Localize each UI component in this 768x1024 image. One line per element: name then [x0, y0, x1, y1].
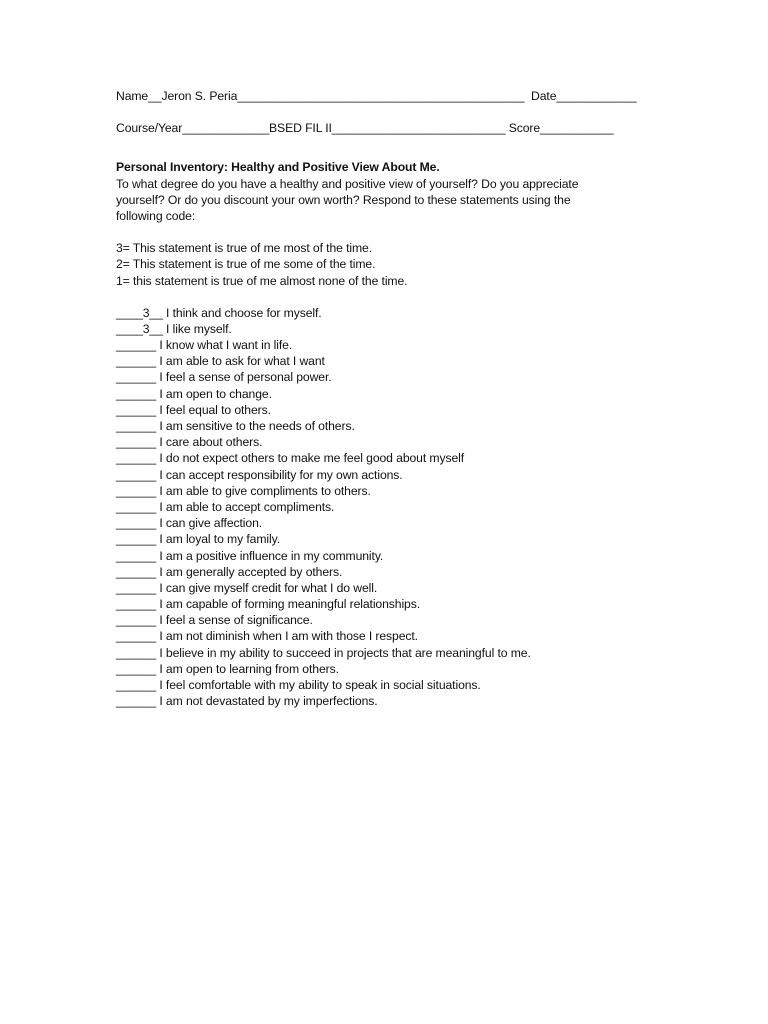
inventory-item: ______ I am capable of forming meaningful relationships. [116, 597, 421, 612]
intro-line: To what degree do you have a healthy and positive view of yourself? Do you appreciate [116, 176, 579, 191]
inventory-item: ____3__ I like myself. [116, 321, 232, 336]
name-date-line: Name__Jeron S. Peria___________________________________________ Date____________ [116, 89, 637, 103]
inventory-item: ______ I am not devastated by my imperfections. [116, 694, 378, 709]
code-line: 3= This statement is true of me most of the time. [116, 241, 373, 256]
document-page [116, 88, 676, 709]
code-line: 1= this statement is true of me almost none of the time. [116, 273, 408, 288]
inventory-item: ______ I am sensitive to the needs of others. [116, 419, 355, 433]
inventory-item: ______ I feel comfortable with my ability to speak in social situations. [116, 678, 481, 692]
inventory-item: ______ I can accept responsibility for my own actions. [116, 467, 403, 482]
inventory-item: ______ I can give affection. [116, 516, 263, 531]
inventory-item: ____3__ I think and choose for myself. [116, 305, 322, 320]
inventory-item: ______ I feel a sense of significance. [116, 613, 313, 628]
code-line: 2= This statement is true of me some of the time. [116, 257, 376, 272]
inventory-item: ______ I believe in my ability to succeed in projects that are meaningful to me. [116, 645, 531, 660]
inventory-item: ______ I care about others. [116, 435, 263, 450]
inventory-item: ______ I am open to change. [116, 386, 272, 401]
inventory-item: ______ I feel a sense of personal power. [116, 370, 332, 385]
document-title: Personal Inventory: Healthy and Positive View About Me. [116, 160, 440, 175]
inventory-item: ______ I am not diminish when I am with those I respect. [116, 629, 418, 644]
inventory-list [116, 305, 676, 710]
inventory-item: ______ I do not expect others to make me feel good about myself [116, 451, 465, 466]
inventory-item: ______ I am generally accepted by others. [116, 564, 343, 579]
inventory-item: ______ I am able to accept compliments. [116, 499, 335, 514]
inventory-item: ______ I am a positive influence in my community. [116, 548, 384, 563]
course-score-line: Course/Year_____________BSED FIL II__________________________ Score___________ [116, 121, 614, 136]
inventory-item: ______ I can give myself credit for what I do well. [116, 580, 378, 595]
inventory-item: ______ I am able to give compliments to others. [116, 483, 371, 498]
inventory-item: ______ I am able to ask for what I want [116, 354, 325, 369]
intro-line: yourself? Or do you discount your own worth? Respond to these statements using the [116, 192, 571, 207]
inventory-item: ______ I feel equal to others. [116, 402, 271, 417]
inventory-item: ______ I am loyal to my family. [116, 532, 280, 547]
inventory-item: ______ I know what I want in life. [116, 338, 293, 353]
inventory-item: ______ I am open to learning from others. [116, 661, 339, 676]
intro-line: following code: [116, 208, 196, 223]
